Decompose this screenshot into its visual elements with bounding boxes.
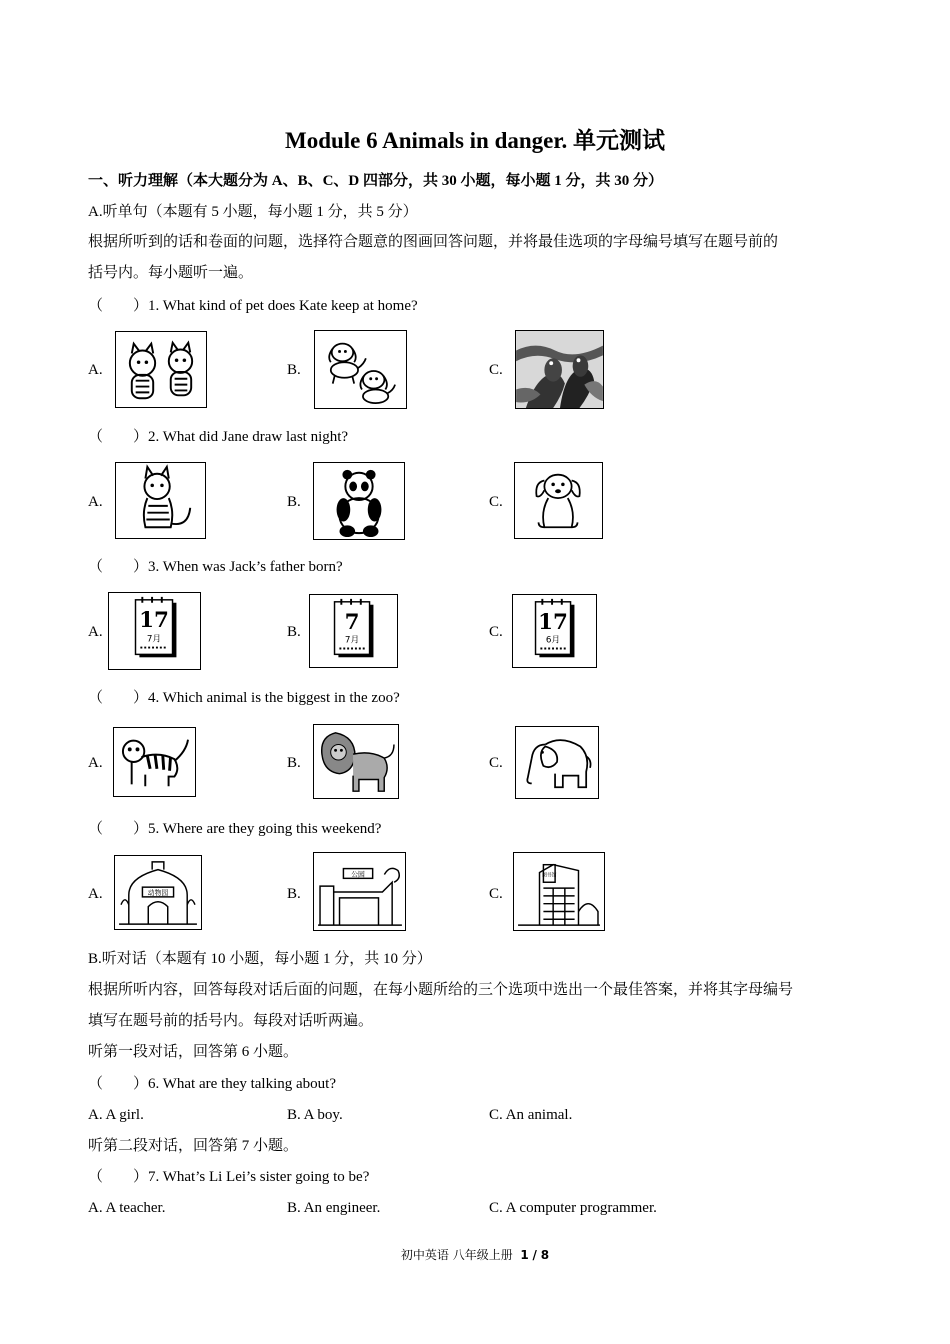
- question-3: [88, 556, 343, 578]
- part-a-instruction: 根据所听到的话和卷面的问题，选择符合题意的图画回答问题，并将最佳选项的字母编号填写在题号前的: [88, 234, 779, 250]
- park-gate-icon: [313, 852, 406, 931]
- calendar-month: 7月: [344, 635, 360, 646]
- question-6: [88, 1073, 336, 1095]
- part-b-instruction: 根据所听内容，回答每段对话后面的问题，在每小题所给的三个选项中选出一个最佳答案，并将其字母编号: [88, 982, 794, 998]
- footer-page-number: 1: [520, 1248, 529, 1262]
- two-dogs-icon: [314, 330, 407, 409]
- question-text: 7. What’s Li Lei’s sister going to be?: [148, 1169, 370, 1185]
- question-4: [88, 687, 400, 709]
- gate-sign: 公园: [351, 870, 365, 879]
- calendar-icon: [108, 592, 201, 670]
- answer-blank[interactable]: （ ）: [88, 821, 149, 837]
- zoo-gate-icon: [114, 855, 202, 930]
- cat-icon: [115, 462, 206, 539]
- calendar-day: 17: [538, 610, 568, 636]
- calendar-month: 7月: [146, 634, 162, 645]
- section-heading: 一、听力理解（本大题分为 A、B、C、D 四部分，共 30 小题，每小题 1 分，共 30 分）: [88, 173, 664, 189]
- calendar-month: 6月: [545, 635, 561, 646]
- answer-blank[interactable]: （ ）: [88, 298, 149, 314]
- option-letter: C.: [489, 624, 503, 640]
- two-cats-icon: [115, 331, 207, 408]
- question-text: 2. What did Jane draw last night?: [148, 429, 349, 445]
- option-b: B. A boy.: [287, 1107, 343, 1123]
- dialogue-intro: 听第二段对话，回答第 7 小题。: [88, 1138, 299, 1154]
- footer-subject: 初中英语 八年级上册: [400, 1248, 513, 1262]
- option-letter: A.: [88, 755, 103, 771]
- option-a: A. A girl.: [88, 1107, 144, 1123]
- answer-blank[interactable]: （ ）: [88, 429, 149, 445]
- option-letter: A.: [88, 494, 103, 510]
- answer-blank[interactable]: （ ）: [88, 559, 149, 575]
- question-1: [88, 295, 418, 317]
- option-letter: C.: [489, 755, 503, 771]
- tiger-icon: [113, 727, 196, 797]
- footer-separator: /: [532, 1248, 537, 1262]
- option-letter: B.: [287, 362, 301, 378]
- answer-blank[interactable]: （ ）: [88, 1169, 149, 1185]
- calendar-icon: [512, 594, 597, 668]
- option-a: A. A teacher.: [88, 1200, 166, 1216]
- puppy-icon: [514, 462, 603, 539]
- question-text: 4. Which animal is the biggest in the zoo?: [148, 690, 400, 706]
- page-title: Module 6 Animals in danger. 单元测试: [285, 128, 665, 153]
- option-letter: B.: [287, 886, 301, 902]
- part-b-instruction: 填写在题号前的括号内。每段对话听两遍。: [88, 1013, 374, 1029]
- building-icon: [513, 852, 605, 931]
- part-a-heading: A.听单句（本题有 5 小题，每小题 1 分，共 5 分）: [88, 204, 418, 220]
- calendar-day: 17: [139, 608, 169, 634]
- building-sign: 图书馆: [541, 872, 557, 879]
- option-c: C. A computer programmer.: [489, 1200, 657, 1216]
- option-letter: B.: [287, 624, 301, 640]
- answer-blank[interactable]: （ ）: [88, 690, 149, 706]
- option-c: C. An animal.: [489, 1107, 573, 1123]
- option-letter: A.: [88, 886, 103, 902]
- question-text: 1. What kind of pet does Kate keep at home?: [148, 298, 418, 314]
- question-text: 5. Where are they going this weekend?: [148, 821, 382, 837]
- lion-icon: [313, 724, 399, 799]
- option-letter: B.: [287, 755, 301, 771]
- option-letter: A.: [88, 362, 103, 378]
- question-7: [88, 1166, 369, 1188]
- calendar-icon: [309, 594, 398, 668]
- part-b-heading: B.听对话（本题有 10 小题，每小题 1 分，共 10 分）: [88, 951, 432, 967]
- option-letter: C.: [489, 494, 503, 510]
- elephant-icon: [515, 726, 599, 799]
- footer-page-total: 8: [540, 1248, 550, 1262]
- question-5: [88, 818, 381, 840]
- question-text: 6. What are they talking about?: [148, 1076, 336, 1092]
- answer-blank[interactable]: （ ）: [88, 1076, 149, 1092]
- option-letter: B.: [287, 494, 301, 510]
- option-b: B. An engineer.: [287, 1200, 381, 1216]
- page-footer: [0, 1246, 950, 1263]
- option-letter: A.: [88, 624, 103, 640]
- dialogue-intro: 听第一段对话，回答第 6 小题。: [88, 1044, 299, 1060]
- option-letter: C.: [489, 886, 503, 902]
- part-a-instruction: 括号内。每小题听一遍。: [88, 265, 254, 281]
- question-text: 3. When was Jack’s father born?: [148, 559, 343, 575]
- question-2: [88, 426, 348, 448]
- panda-icon: [313, 462, 405, 540]
- option-letter: C.: [489, 362, 503, 378]
- gate-sign: 动物园: [147, 888, 169, 897]
- calendar-day: 7: [344, 610, 360, 636]
- parrots-icon: [515, 330, 604, 409]
